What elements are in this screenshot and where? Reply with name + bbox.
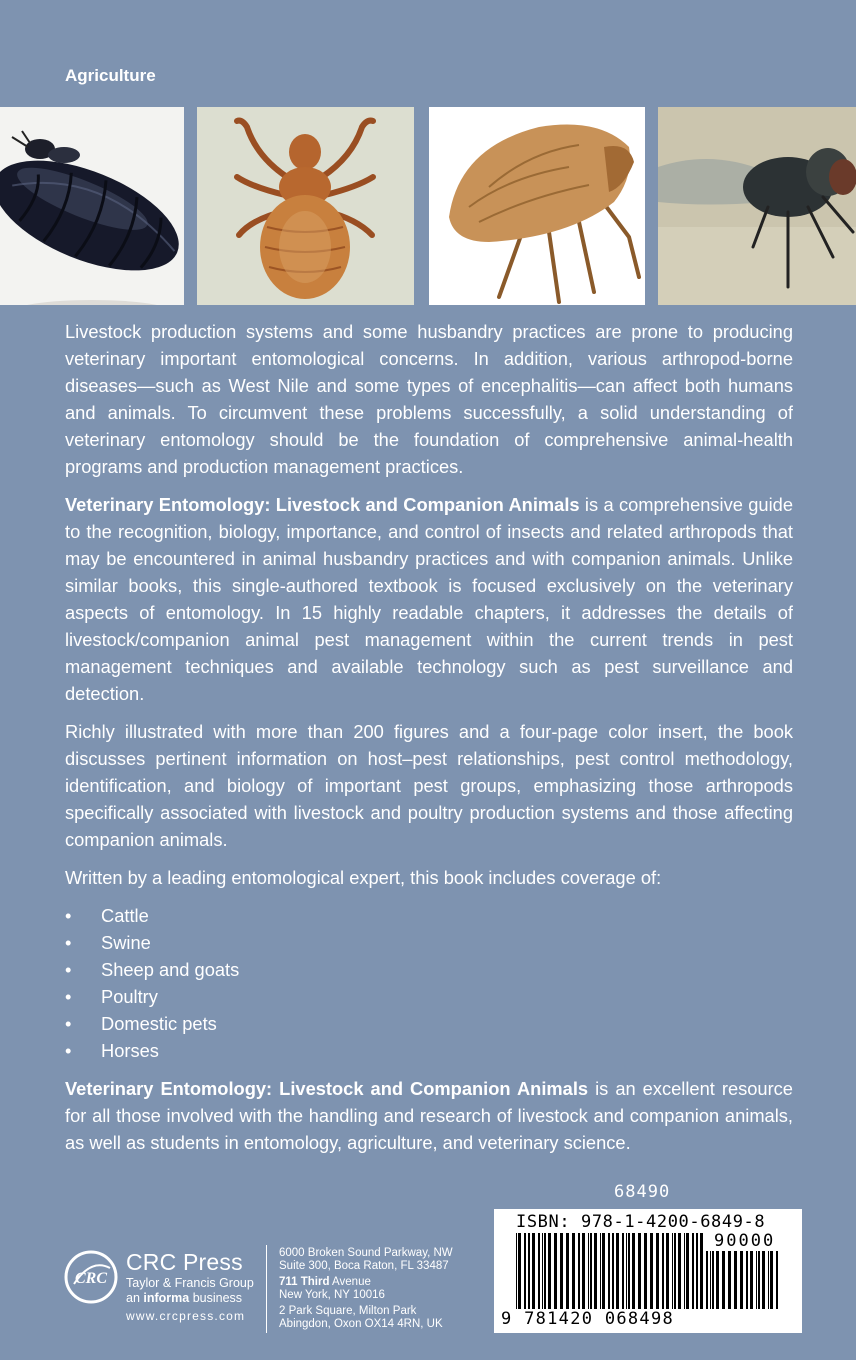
barcode-bar [722, 1251, 725, 1309]
paragraph-about-book [65, 491, 793, 707]
barcode-bar [578, 1233, 580, 1309]
barcode-bar [684, 1233, 685, 1309]
crc-logo-text: CRC [74, 1270, 108, 1287]
barcode-bar [638, 1233, 641, 1309]
flea-photo [429, 107, 645, 305]
barcode-bar [696, 1233, 698, 1309]
bee-larva-icon [0, 107, 184, 305]
publisher-url[interactable]: www.crcpress.com [126, 1309, 246, 1323]
barcode-bar [516, 1233, 517, 1309]
isbn-text: ISBN: 978-1-4200-6849-8 [516, 1212, 766, 1232]
barcode-bar [632, 1233, 635, 1309]
list-item: • Sheep and goats [65, 956, 793, 983]
barcode-bar [628, 1233, 630, 1309]
barcode-bar [728, 1251, 731, 1309]
barcode-bar [734, 1251, 737, 1309]
publisher-divider [266, 1245, 267, 1333]
barcode-bar [678, 1233, 681, 1309]
paragraph-about-book-text: is a comprehensive guide to the recognition, biology, importance, and control of insects and related arthropods that may be encountered in animal husbandry practices and with companion animals. Unlike similar books, this single-authored textbook is focused exclusively on the veterinary aspects of entomology. In 15 highly readable chapters, it addresses the details of livestock/companion animal pest management within the current trends in pest management techniques and available technology such as pest surveillance and detection. [65, 494, 793, 704]
barcode-bar [582, 1233, 585, 1309]
category-label: Agriculture [65, 66, 156, 85]
barcode-bar [602, 1233, 605, 1309]
barcode [494, 1209, 802, 1333]
publisher-block [64, 1243, 484, 1335]
barcode-bar [746, 1251, 748, 1309]
insect-photo-strip [0, 107, 856, 305]
barcode-bar [740, 1251, 743, 1309]
barcode-bar [544, 1233, 546, 1309]
list-item: • Domestic pets [65, 1010, 793, 1037]
coverage-list [65, 902, 793, 1064]
coverage-intro: Written by a leading entomological expert, this book includes coverage of: [65, 867, 662, 888]
barcode-bar [706, 1251, 708, 1309]
fly-icon [658, 107, 856, 305]
barcode-bar [588, 1233, 589, 1309]
publisher-informa: an informa business [126, 1291, 243, 1305]
barcode-bar [672, 1233, 673, 1309]
louse-photo [197, 107, 414, 305]
barcode-bar [626, 1233, 627, 1309]
barcode-bar [644, 1233, 647, 1309]
louse-icon [197, 107, 414, 305]
barcode-bar [566, 1233, 569, 1309]
paragraph-closing [65, 1075, 793, 1156]
barcode-bar [524, 1233, 526, 1309]
paragraph-illustrations: Richly illustrated with more than 200 figures and a four-page color insert, the book discusses pertinent information on host–pest relationships, pest control methodology, identification, and biology of important pest groups, emphasizing those arthropods specifically associated with livestock and poultry production systems and those affecting companion animals. [65, 721, 793, 850]
barcode-bar [762, 1251, 765, 1309]
barcode-bar [528, 1233, 530, 1309]
barcode-bar [542, 1233, 543, 1309]
crc-logo-icon [64, 1250, 118, 1304]
barcode-bar [612, 1233, 614, 1309]
list-item: • Poultry [65, 983, 793, 1010]
address-florida: 6000 Broken Sound Parkway, NW Suite 300, Boca Raton, FL 33487 [279, 1247, 453, 1272]
barcode-bar [560, 1233, 563, 1309]
barcode-bar [572, 1233, 575, 1309]
catalog-number: 68490 [614, 1182, 671, 1202]
barcode-bar [768, 1251, 769, 1309]
barcode-bar [594, 1233, 597, 1309]
barcode-bar [692, 1233, 694, 1309]
barcode-bar [712, 1251, 714, 1309]
barcode-bar [674, 1233, 676, 1309]
list-item: • Horses [65, 1037, 793, 1064]
price-code: 90000 [714, 1231, 776, 1251]
barcode-bar [608, 1233, 610, 1309]
book-title: Veterinary Entomology: Livestock and Companion Animals [65, 494, 580, 515]
address-uk: 2 Park Square, Milton Park Abingdon, Oxon OX14 4RN, UK [279, 1305, 443, 1330]
address-new-york: 711 Third Avenue New York, NY 10016 [279, 1276, 385, 1301]
publisher-group: Taylor & Francis Group [126, 1276, 254, 1290]
barcode-bar [770, 1251, 773, 1309]
barcode-bar [538, 1233, 540, 1309]
list-item: • Cattle [65, 902, 793, 929]
barcode-bar [656, 1233, 659, 1309]
description [65, 318, 793, 1167]
bee-larva-photo [0, 107, 184, 305]
book-title: Veterinary Entomology: Livestock and Companion Animals [65, 1078, 589, 1099]
paragraph-closing-text: is an excellent resource for all those involved with the handling and research of livestock and companion animals, as well as students in entomology, agriculture, and veterinary science. [65, 1078, 793, 1153]
barcode-bar [776, 1251, 778, 1309]
barcode-bar [616, 1233, 619, 1309]
barcode-bar [548, 1233, 551, 1309]
paragraph-overview: Livestock production systems and some husbandry practices are prone to producing veterinary important entomological concerns. In addition, various arthropod-borne diseases—such as West Nile and some types of encephalitis—can affect both humans and animals. To circumvent these problems successfully, a solid understanding of veterinary entomology should be the foundation of comprehensive animal-health programs and production management practices. [65, 321, 793, 477]
barcode-bar [750, 1251, 753, 1309]
barcode-bar [666, 1233, 669, 1309]
publisher-name: CRC Press [126, 1249, 243, 1275]
fly-photo [658, 107, 856, 305]
ean-digits: 9 781420 068498 [501, 1309, 675, 1329]
barcode-bar [554, 1233, 557, 1309]
barcode-bar [700, 1233, 703, 1309]
barcode-bar [686, 1233, 689, 1309]
barcode-bar [716, 1251, 719, 1309]
barcode-bar [518, 1233, 521, 1309]
flea-icon [429, 107, 645, 305]
barcode-bar [710, 1251, 711, 1309]
barcode-bar [650, 1233, 653, 1309]
list-item: • Swine [65, 929, 793, 956]
barcode-bar [622, 1233, 624, 1309]
barcode-bar [758, 1251, 760, 1309]
barcode-bar [600, 1233, 601, 1309]
barcode-bar [662, 1233, 664, 1309]
barcode-bar [756, 1251, 757, 1309]
barcode-bar [532, 1233, 535, 1309]
barcode-bar [590, 1233, 592, 1309]
